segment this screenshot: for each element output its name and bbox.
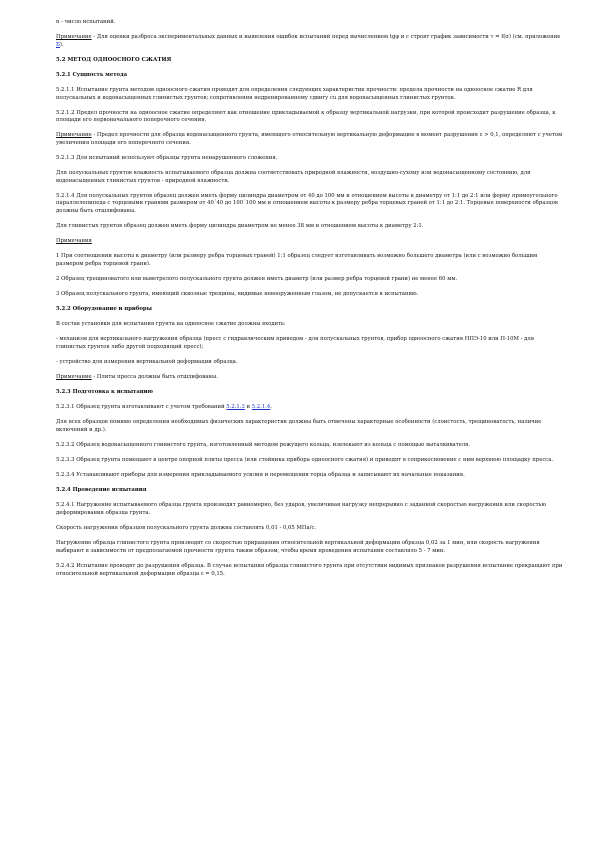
paragraph-moisture: Для полускальных грунтов влажность испытываемого образца должна соответствовать природной влажности, воздушно-сухому или водонасыщенному состоянию, для водонасыщенных глинистых грунтов - природной влажности.	[56, 170, 531, 184]
paragraph-5-2-3-1	[56, 404, 564, 412]
paragraph-loading-speed: Скорость нагружения образцов полускального грунта должна составлять 0,01 - 0,05 МПа/с.	[56, 525, 317, 532]
paragraph-5-2-1-1: 5.2.1.1 Испытание грунта методом одноосного сжатия проводят для определения следующих характеристик прочности: предела прочности на одноосное сжатие R для полускальных и водонасыщенных глинистых грунтов; сопротивления недренированному сдвигу cu для водонасыщенных глинистых грунтов.	[56, 86, 533, 101]
note-text-end: ).	[59, 41, 64, 48]
note-label: Примечание	[56, 132, 92, 139]
paragraph-5-2-4-2: 5.2.4.2 Испытание проводят до разрушения образца. В случае испытания образца глинистого грунта при отсутствии видимых признаков разрушения испытание прекращают при относительной вертикальной деформации образца ε = 0,15.	[56, 562, 563, 577]
notes-label: Примечания	[56, 238, 92, 245]
note-item-2: 2 Образец трещиноватого или выветрелого полускального грунта должен иметь диаметр (или размер ребра торцевой грани) не менее 60 мм.	[56, 275, 458, 282]
subsection-heading-5-2-2: 5.2.2 Оборудование и приборы	[56, 306, 152, 313]
note-label: Примечание	[56, 34, 92, 41]
paragraph-5-2-1-3: 5.2.1.3 Для испытаний используют образцы грунта ненарушенного сложения.	[56, 155, 278, 162]
link-5-2-1-3[interactable]: 5.2.1.3	[226, 404, 245, 411]
note-item-1: 1 При соотношении высоты к диаметру (или размеру ребра торцевых граней) 1:1 образец следует изготавливать возможно большего диаметра (или с возможно большим размером ребра торцевой грани).	[56, 253, 538, 267]
note-label: Примечание	[56, 374, 92, 381]
paragraph-text-end: .	[270, 404, 272, 411]
subsection-heading-5-2-4: 5.2.4 Проведение испытания	[56, 487, 147, 494]
list-item-deformation-device: - устройство для измерения вертикальной деформации образца.	[56, 359, 238, 366]
text-n-definition: n - число испытаний.	[56, 19, 116, 25]
note-press-plates	[56, 374, 564, 382]
paragraph-text: 5.2.3.1 Образец грунта изготавливают с учетом требований	[56, 404, 227, 411]
section-heading-5-2: 5.2 МЕТОД ОДНООСНОГО СЖАТИЯ	[56, 56, 172, 63]
paragraph-5-2-4-1: 5.2.4.1 Нагружение испытываемого образца грунта производят равномерно, без ударов, увеличивая нагрузку непрерывно с заданной скоростью нагружения или скоростью деформирования образца грунта.	[56, 502, 547, 517]
paragraph-5-2-3-3: 5.2.3.3 Образец грунта помещают в центре опорной плиты пресса (или стойника прибора одноосного сжатия) и приводят в соприкосновение с ним верхнюю площадку пресса.	[56, 457, 554, 464]
paragraph-conjunction: и	[244, 404, 252, 411]
appendix-b-link[interactable]: Б	[56, 41, 60, 48]
paragraph-5-2-1-2: 5.2.1.2 Предел прочности на одноосное сжатие определяют как отношение прикладываемой к образцу вертикальной нагрузки, при которой происходит разрушение образца, к площади его первоначального поперечного сечения.	[56, 109, 556, 124]
paragraph-5-2-1-4: 5.2.1.4 Для полускальных грунтов образец должен иметь форму цилиндра диаметром от 40 до 100 мм и отношением высоты к диаметру от 1:1 до 2:1 или форму прямоугольного параллелепипеда с торцевыми гранями размером от 40´40 до 100´100 мм и отношением высоты к размеру ребра торцевых граней от 1:1 до 2:1. Торцевые поверхности образцов должны быть отшлифованы.	[56, 192, 558, 214]
paragraph-clay-loading: Нагружение образца глинистого грунта производят со скоростью приращения относительной вертикальной деформации образца 0,02 за 1 мин, или скорость нагружения выбирают в зависимости от предполагаемой прочности грунта таким образом, чтобы время проведения испытания составляло 5 - 7 мин.	[56, 540, 540, 554]
subsection-heading-5-2-1: 5.2.1 Сущность метода	[56, 71, 128, 78]
document-page	[56, 19, 564, 586]
paragraph-5-2-3-2: 5.2.3.2 Образец водонасыщенного глинистого грунта, изготовленный методом режущего кольца, извлекают из кольца с помощью выталкивателя.	[56, 442, 471, 449]
note-text: - Плиты пресса должны быть отшлифованы.	[91, 374, 218, 381]
paragraph-clay-sample: Для глинистых грунтов образец должен иметь форму цилиндра диаметром не менее 38 мм и отношением высоты к диаметру 2:1.	[56, 223, 424, 230]
link-5-2-1-4[interactable]: 5.2.1.4	[251, 404, 271, 411]
list-item-loading-mechanism: - механизм для вертикального нагружения образца (пресс с гидравлическим приводом - для полускальных грунтов, прибор одноосного сжатия НПЭ-10 или П-10М - для глинистых грунтов либо другой подходящий пресс);	[56, 336, 535, 350]
note-text: - Предел прочности для образца водонасыщенного грунта, имеющего относительную вертикальную деформацию в момент разрушения ε > 0,1, определяют с учетом увеличения площади его поперечного сечения.	[56, 132, 563, 146]
note-strength-correction	[56, 132, 564, 147]
paragraph-sample-features: Для всех образцов помимо определения необходимых физических характеристик должны быть отмечены характерные особенности (слоистость, трещиноватость, наличие включений и др.).	[56, 419, 542, 433]
subsection-heading-5-2-3: 5.2.3 Подготовка к испытанию	[56, 389, 153, 396]
note-text: - Для оценки разброса экспериментальных данных и выявления ошибок испытаний перед вычислением tgφ и c строят график зависимости τ = f(σ) (см. приложение	[91, 34, 561, 41]
note-item-3: 3 Образец полускального грунта, имеющий сквозные трещины, видимые невооруженным глазом, не допускается к испытанию.	[56, 291, 419, 298]
paragraph-equipment-intro: В состав установки для испытания грунта на одноосное сжатие должны входить:	[56, 321, 286, 328]
paragraph-5-2-3-4: 5.2.3.4 Устанавливают приборы для измерения прикладываемого усилия и перемещения торца образца и записывают их начальные показания.	[56, 472, 465, 479]
notes-heading	[56, 238, 564, 246]
note-graph-construction	[56, 34, 564, 49]
